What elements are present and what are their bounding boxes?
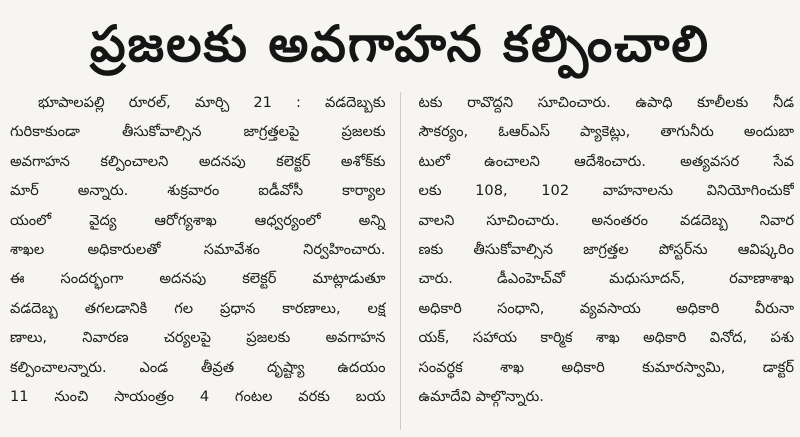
article-line: అవగాహన కల్పించాలని అదనపు కలెక్టర్ అశోక్‌కు	[10, 152, 386, 170]
article-line: ఉమాదేవి పాల్గొన్నారు.	[418, 387, 544, 405]
article-column-right	[415, 88, 795, 434]
article-line: వాలని సూచించారు. అనంతరం వడదెబ్బ నివార	[418, 211, 794, 229]
article-line: సంవర్థక శాఖ అధికారి కుమారస్వామి, డాక్టర్	[418, 358, 794, 376]
article-line: వడదెబ్బ తగలడానికి గల ప్రధాన కారణాలు, లక్ష	[10, 299, 386, 317]
article-line: చారు. డీఎంహెచ్‌వో మధుసూదన్, రవాణాశాఖ	[418, 270, 794, 288]
article-line: ఈ సందర్భంగా అదనపు కలెక్టర్ మాట్లాడుతూ	[10, 270, 386, 288]
article-line: సౌకర్యం, ఓఆర్ఎస్ ప్యాకెట్లు, తాగునీరు అందుబా	[418, 123, 794, 141]
headline-area	[0, 6, 800, 82]
article-line: యక్, సహాయ కార్మిక శాఖ అధికారి వినోద, పశు	[418, 329, 794, 347]
article-line: ణకు తీసుకోవాల్సిన జాగ్రత్తల పోస్టర్‌ను ఆవిష్కరిం	[418, 240, 794, 258]
article-line: మార్ అన్నారు. శుక్రవారం ఐడీవోసీ కార్యాల	[10, 182, 386, 200]
article-line: శాఖల అధికారులతో సమావేశం నిర్వహించారు.	[10, 240, 386, 258]
article-line: 11 నుంచి సాయంత్రం 4 గంటల వరకు బయ	[10, 387, 386, 405]
article-line: టులో ఉంచాలని ఆదేశించారు. అత్యవసర సేవ	[418, 152, 794, 170]
column-divider	[400, 92, 401, 430]
article-line: అధికారి సంధాని, వ్యవసాయ అధికారి వీరునా	[418, 299, 794, 317]
article-line: భూపాలపల్లి రూరల్, మార్చి 21 : వడదెబ్బకు	[38, 94, 386, 111]
article-column-left	[8, 88, 386, 434]
article-line: యంలో వైద్య ఆరోగ్యశాఖ ఆధ్వర్యంలో అన్ని	[10, 211, 386, 229]
article-body	[8, 88, 794, 434]
headline: ప్రజలకు అవగాహన కల్పించాలి	[89, 15, 710, 73]
article-line: కల్పించాలన్నారు. ఎండ తీవ్రత దృష్ట్యా ఉదయం	[10, 358, 386, 376]
article-line: గురికాకుండా తీసుకోవాల్సిన జాగ్రత్తలపై ప్రజలకు	[10, 123, 386, 141]
article-line: ణాలు, నివారణ చర్యలపై ప్రజలకు అవగాహన	[10, 329, 386, 347]
article-line: లకు 108, 102 వాహనాలను వినియోగించుకో	[418, 182, 794, 200]
article-line: టకు రావొద్దని సూచించారు. ఉపాధి కూలీలకు నీడ	[418, 94, 794, 111]
